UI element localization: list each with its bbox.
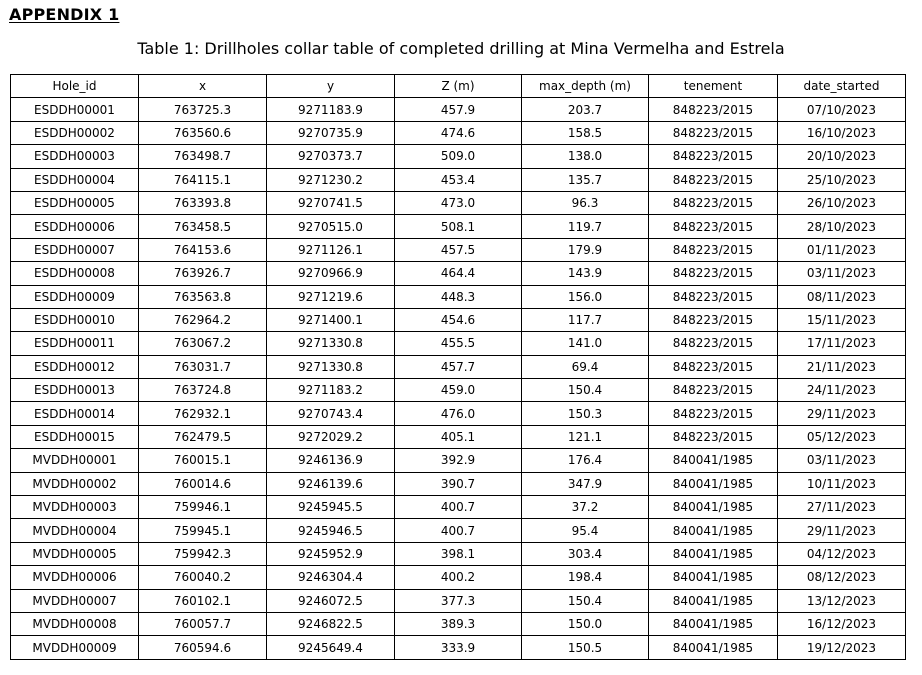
cell-y: 9246139.6 <box>267 472 395 495</box>
table-row <box>11 121 906 144</box>
table-row <box>11 98 906 121</box>
cell-max-depth: 119.7 <box>522 215 649 238</box>
cell-tenement: 848223/2015 <box>649 308 778 331</box>
cell-tenement: 848223/2015 <box>649 168 778 191</box>
cell-date-started: 03/11/2023 <box>778 449 906 472</box>
cell-date-started: 19/12/2023 <box>778 636 906 659</box>
cell-max-depth: 143.9 <box>522 262 649 285</box>
cell-tenement: 848223/2015 <box>649 238 778 261</box>
cell-y: 9271400.1 <box>267 308 395 331</box>
cell-z: 455.5 <box>395 332 522 355</box>
cell-hole-id: ESDDH00007 <box>11 238 139 261</box>
cell-x: 763031.7 <box>139 355 267 378</box>
cell-max-depth: 179.9 <box>522 238 649 261</box>
cell-z: 457.7 <box>395 355 522 378</box>
cell-y: 9245946.5 <box>267 519 395 542</box>
cell-hole-id: MVDDH00005 <box>11 542 139 565</box>
cell-tenement: 848223/2015 <box>649 98 778 121</box>
cell-tenement: 848223/2015 <box>649 145 778 168</box>
table-row <box>11 519 906 542</box>
cell-hole-id: ESDDH00005 <box>11 191 139 214</box>
cell-y: 9271219.6 <box>267 285 395 308</box>
cell-date-started: 15/11/2023 <box>778 308 906 331</box>
cell-date-started: 13/12/2023 <box>778 589 906 612</box>
cell-tenement: 840041/1985 <box>649 612 778 635</box>
cell-max-depth: 203.7 <box>522 98 649 121</box>
table-body <box>11 98 906 659</box>
cell-z: 448.3 <box>395 285 522 308</box>
table-row <box>11 636 906 659</box>
cell-max-depth: 150.4 <box>522 589 649 612</box>
table-row <box>11 285 906 308</box>
appendix-heading: APPENDIX 1 <box>9 5 120 24</box>
cell-z: 390.7 <box>395 472 522 495</box>
cell-tenement: 848223/2015 <box>649 425 778 448</box>
cell-z: 509.0 <box>395 145 522 168</box>
cell-max-depth: 95.4 <box>522 519 649 542</box>
table-row <box>11 332 906 355</box>
cell-y: 9270743.4 <box>267 402 395 425</box>
cell-date-started: 21/11/2023 <box>778 355 906 378</box>
column-header-y: y <box>267 75 395 98</box>
cell-tenement: 848223/2015 <box>649 285 778 308</box>
cell-date-started: 29/11/2023 <box>778 402 906 425</box>
cell-max-depth: 156.0 <box>522 285 649 308</box>
cell-max-depth: 96.3 <box>522 191 649 214</box>
cell-hole-id: ESDDH00002 <box>11 121 139 144</box>
table-row <box>11 308 906 331</box>
cell-date-started: 10/11/2023 <box>778 472 906 495</box>
cell-x: 760014.6 <box>139 472 267 495</box>
cell-date-started: 08/11/2023 <box>778 285 906 308</box>
table-row <box>11 449 906 472</box>
cell-x: 762932.1 <box>139 402 267 425</box>
cell-hole-id: ESDDH00009 <box>11 285 139 308</box>
cell-z: 392.9 <box>395 449 522 472</box>
cell-x: 763067.2 <box>139 332 267 355</box>
cell-tenement: 840041/1985 <box>649 472 778 495</box>
cell-hole-id: ESDDH00012 <box>11 355 139 378</box>
cell-date-started: 01/11/2023 <box>778 238 906 261</box>
cell-z: 476.0 <box>395 402 522 425</box>
cell-tenement: 848223/2015 <box>649 355 778 378</box>
cell-tenement: 840041/1985 <box>649 449 778 472</box>
cell-y: 9246304.4 <box>267 566 395 589</box>
table-header-row <box>11 75 906 98</box>
cell-x: 763725.3 <box>139 98 267 121</box>
cell-date-started: 25/10/2023 <box>778 168 906 191</box>
cell-tenement: 848223/2015 <box>649 379 778 402</box>
table-row <box>11 472 906 495</box>
cell-hole-id: MVDDH00007 <box>11 589 139 612</box>
cell-x: 763498.7 <box>139 145 267 168</box>
cell-x: 760057.7 <box>139 612 267 635</box>
table-row <box>11 262 906 285</box>
cell-z: 377.3 <box>395 589 522 612</box>
table-row <box>11 566 906 589</box>
cell-max-depth: 117.7 <box>522 308 649 331</box>
cell-hole-id: MVDDH00006 <box>11 566 139 589</box>
cell-hole-id: ESDDH00015 <box>11 425 139 448</box>
cell-hole-id: ESDDH00013 <box>11 379 139 402</box>
cell-max-depth: 158.5 <box>522 121 649 144</box>
cell-x: 760102.1 <box>139 589 267 612</box>
cell-max-depth: 138.0 <box>522 145 649 168</box>
cell-tenement: 848223/2015 <box>649 262 778 285</box>
cell-tenement: 848223/2015 <box>649 402 778 425</box>
cell-x: 759946.1 <box>139 496 267 519</box>
table-row <box>11 191 906 214</box>
cell-z: 398.1 <box>395 542 522 565</box>
cell-x: 760594.6 <box>139 636 267 659</box>
column-header-date-started: date_started <box>778 75 906 98</box>
cell-date-started: 20/10/2023 <box>778 145 906 168</box>
table-row <box>11 355 906 378</box>
cell-y: 9270735.9 <box>267 121 395 144</box>
cell-hole-id: ESDDH00006 <box>11 215 139 238</box>
cell-x: 760040.2 <box>139 566 267 589</box>
cell-date-started: 05/12/2023 <box>778 425 906 448</box>
column-header-z: Z (m) <box>395 75 522 98</box>
column-header-hole-id: Hole_id <box>11 75 139 98</box>
cell-tenement: 840041/1985 <box>649 496 778 519</box>
table-row <box>11 215 906 238</box>
cell-z: 508.1 <box>395 215 522 238</box>
cell-y: 9245945.5 <box>267 496 395 519</box>
cell-z: 400.2 <box>395 566 522 589</box>
cell-tenement: 848223/2015 <box>649 332 778 355</box>
cell-x: 759945.1 <box>139 519 267 542</box>
cell-z: 457.9 <box>395 98 522 121</box>
cell-y: 9271126.1 <box>267 238 395 261</box>
table-row <box>11 425 906 448</box>
cell-hole-id: ESDDH00003 <box>11 145 139 168</box>
cell-date-started: 27/11/2023 <box>778 496 906 519</box>
cell-tenement: 848223/2015 <box>649 121 778 144</box>
cell-x: 763926.7 <box>139 262 267 285</box>
cell-max-depth: 141.0 <box>522 332 649 355</box>
cell-max-depth: 69.4 <box>522 355 649 378</box>
table-row <box>11 145 906 168</box>
cell-hole-id: ESDDH00004 <box>11 168 139 191</box>
cell-hole-id: MVDDH00004 <box>11 519 139 542</box>
cell-hole-id: MVDDH00009 <box>11 636 139 659</box>
cell-max-depth: 121.1 <box>522 425 649 448</box>
cell-z: 457.5 <box>395 238 522 261</box>
table-row <box>11 496 906 519</box>
cell-hole-id: ESDDH00008 <box>11 262 139 285</box>
table-caption: Table 1: Drillholes collar table of completed drilling at Mina Vermelha and Estrela <box>137 39 785 58</box>
column-header-tenement: tenement <box>649 75 778 98</box>
cell-x: 764115.1 <box>139 168 267 191</box>
cell-date-started: 07/10/2023 <box>778 98 906 121</box>
cell-y: 9271330.8 <box>267 332 395 355</box>
cell-tenement: 840041/1985 <box>649 636 778 659</box>
cell-hole-id: ESDDH00014 <box>11 402 139 425</box>
cell-hole-id: MVDDH00002 <box>11 472 139 495</box>
cell-date-started: 26/10/2023 <box>778 191 906 214</box>
cell-y: 9270373.7 <box>267 145 395 168</box>
cell-z: 333.9 <box>395 636 522 659</box>
table-row <box>11 379 906 402</box>
cell-z: 400.7 <box>395 496 522 519</box>
cell-x: 763563.8 <box>139 285 267 308</box>
drillhole-collar-table <box>10 74 906 660</box>
cell-x: 760015.1 <box>139 449 267 472</box>
cell-max-depth: 150.3 <box>522 402 649 425</box>
table-row <box>11 168 906 191</box>
cell-z: 405.1 <box>395 425 522 448</box>
cell-tenement: 840041/1985 <box>649 519 778 542</box>
column-header-x: x <box>139 75 267 98</box>
cell-x: 763724.8 <box>139 379 267 402</box>
cell-x: 762964.2 <box>139 308 267 331</box>
cell-tenement: 840041/1985 <box>649 589 778 612</box>
cell-y: 9270515.0 <box>267 215 395 238</box>
cell-x: 762479.5 <box>139 425 267 448</box>
cell-z: 459.0 <box>395 379 522 402</box>
cell-tenement: 848223/2015 <box>649 191 778 214</box>
cell-date-started: 24/11/2023 <box>778 379 906 402</box>
cell-date-started: 04/12/2023 <box>778 542 906 565</box>
cell-max-depth: 135.7 <box>522 168 649 191</box>
cell-hole-id: ESDDH00011 <box>11 332 139 355</box>
cell-y: 9271230.2 <box>267 168 395 191</box>
table-row <box>11 402 906 425</box>
cell-max-depth: 347.9 <box>522 472 649 495</box>
cell-max-depth: 198.4 <box>522 566 649 589</box>
cell-y: 9270741.5 <box>267 191 395 214</box>
cell-z: 400.7 <box>395 519 522 542</box>
cell-max-depth: 150.5 <box>522 636 649 659</box>
cell-y: 9271330.8 <box>267 355 395 378</box>
cell-date-started: 28/10/2023 <box>778 215 906 238</box>
cell-y: 9272029.2 <box>267 425 395 448</box>
cell-y: 9245649.4 <box>267 636 395 659</box>
cell-tenement: 840041/1985 <box>649 566 778 589</box>
cell-date-started: 29/11/2023 <box>778 519 906 542</box>
cell-y: 9270966.9 <box>267 262 395 285</box>
cell-y: 9271183.2 <box>267 379 395 402</box>
cell-x: 763458.5 <box>139 215 267 238</box>
table-row <box>11 612 906 635</box>
column-header-max-depth: max_depth (m) <box>522 75 649 98</box>
cell-y: 9246822.5 <box>267 612 395 635</box>
cell-z: 473.0 <box>395 191 522 214</box>
table-row <box>11 542 906 565</box>
cell-hole-id: MVDDH00008 <box>11 612 139 635</box>
table-row <box>11 238 906 261</box>
cell-y: 9271183.9 <box>267 98 395 121</box>
cell-max-depth: 37.2 <box>522 496 649 519</box>
cell-date-started: 03/11/2023 <box>778 262 906 285</box>
cell-x: 759942.3 <box>139 542 267 565</box>
cell-z: 464.4 <box>395 262 522 285</box>
cell-hole-id: MVDDH00001 <box>11 449 139 472</box>
cell-hole-id: ESDDH00010 <box>11 308 139 331</box>
cell-date-started: 17/11/2023 <box>778 332 906 355</box>
cell-max-depth: 176.4 <box>522 449 649 472</box>
cell-date-started: 16/10/2023 <box>778 121 906 144</box>
cell-hole-id: MVDDH00003 <box>11 496 139 519</box>
cell-date-started: 16/12/2023 <box>778 612 906 635</box>
cell-max-depth: 150.0 <box>522 612 649 635</box>
table-row <box>11 589 906 612</box>
cell-tenement: 848223/2015 <box>649 215 778 238</box>
cell-max-depth: 150.4 <box>522 379 649 402</box>
cell-z: 389.3 <box>395 612 522 635</box>
cell-y: 9246136.9 <box>267 449 395 472</box>
cell-x: 763560.6 <box>139 121 267 144</box>
cell-z: 454.6 <box>395 308 522 331</box>
cell-z: 453.4 <box>395 168 522 191</box>
cell-y: 9246072.5 <box>267 589 395 612</box>
cell-tenement: 840041/1985 <box>649 542 778 565</box>
cell-z: 474.6 <box>395 121 522 144</box>
cell-date-started: 08/12/2023 <box>778 566 906 589</box>
cell-x: 764153.6 <box>139 238 267 261</box>
cell-max-depth: 303.4 <box>522 542 649 565</box>
cell-y: 9245952.9 <box>267 542 395 565</box>
cell-x: 763393.8 <box>139 191 267 214</box>
cell-hole-id: ESDDH00001 <box>11 98 139 121</box>
